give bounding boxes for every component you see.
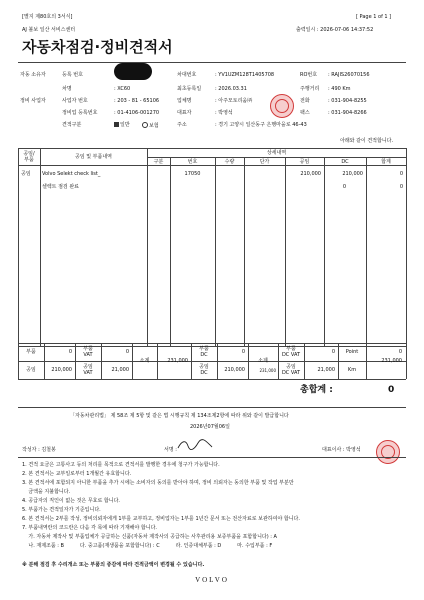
note-item: 나. 재제조품 : B 다. 중고품(재생품을 포함합니다) : C 라. 인증대체부품 : D 마. 수입부품 : F [22,543,273,549]
row-total: 0 [399,184,403,190]
bizno-value: : 203 - 81 - 65106 [114,98,160,104]
row-dc: 210,000 [342,171,363,177]
ro-label: RO번호 [300,72,318,78]
model-label: 차명 [62,86,72,92]
summary-point-value: 0 [398,349,402,355]
print-date: 출력일시 : 2026-07-06 14:37:52 [296,27,374,33]
col-header-type: 공임/ 부품 [23,151,35,163]
col-header-detail: 상세내역 [266,150,287,156]
note-item: 금액을 지불합니다. [22,489,71,495]
row-description: Volvo Selekt check list_ [42,171,101,177]
summary-labor-dc-vat-value: 21,000 [317,367,335,373]
company-seal-icon [270,94,294,118]
col-header-total: 합계 [381,159,391,165]
bizno-label: 사업자 번호 [62,98,88,104]
col-header-price: 단가 [259,159,270,165]
summary-labor-dc-label: 공임 DC [199,364,209,376]
summary-parts-dc-label: 부품 DC [199,346,209,358]
fax-label: 팩스 [300,110,310,116]
row-total: 0 [399,171,403,177]
grand-total-label: 총합계 : [300,385,333,395]
summary-parts-dc-vat-value: 0 [331,349,335,355]
summary-point-label: Point [345,349,359,355]
summary-parts-dc-value: 0 [241,349,245,355]
company-label: 업체명 [177,98,192,104]
mileage-value: : 490 Km [328,86,351,92]
phone-value: : 031-904-8255 [328,98,367,104]
summary-labor-value: 210,000 [51,367,72,373]
note-item: 4. 공급자의 직인이 없는 것은 무효로 합니다. [22,498,121,504]
summary-parts-dc-vat-label: 부품 DC VAT [281,346,301,358]
summary-labor-dc-vat-label: 공임 DC VAT [281,364,301,376]
issue-date: 2026년07월06일 [190,424,230,430]
law-text: 「자동차관리법」 제 58조 제 5항 및 같은 법 시행규칙 제 134조제2항에 따라 위와 같이 발급합니다 [70,413,289,419]
summary-km-label: Km [347,367,357,373]
signature-label: 서명 : [164,447,177,453]
mileage-label: 주행거리 [300,86,320,92]
note-item: 1. 견적 요금은 고통사고 등의 처리를 목적으로 견적서를 발행한 경우에 청구가 가능합니다. [22,462,220,468]
final-note: ※ 분해 점검 후 수리개소 또는 부품의 증감에 따라 견적금액이 변경될 수 있습니다. [22,562,205,568]
summary-parts-vat-label: 부품 VAT [83,346,93,358]
notes-list [22,462,300,552]
ceo-value: : 박영석 [215,110,233,116]
fax-value: : 031-904-8266 [328,110,367,116]
ro-value: : RAJIS26070156 [328,72,370,78]
note-item: 6. 본 견적서는 2부를 작성, 정비의뢰자에게 1부를 교부하고, 정비업자는 1부를 1년간 문서 또는 전산자료로 보관하여야 합니다. [22,516,300,522]
col-header-item: 공임 및 부품내역 [75,154,112,160]
col-header-number: 번호 [187,159,198,165]
row-description: 셀렉트 점검 완료 [42,184,79,190]
estimate-type-insurance[interactable]: 보험 [142,122,159,129]
radio-empty-icon [142,122,148,128]
form-number: [별지 제80호의 3서식] [22,14,73,20]
estimate-type-general[interactable]: 일반 [114,122,130,128]
owner-label: 자동 소유자 [20,72,46,78]
redacted-regno [114,63,152,80]
signature-icon [176,438,216,452]
regdate-label: 최초등록일 [177,86,202,92]
summary-parts-label: 부품 [26,349,36,355]
shop-regno-value: : 01-4106-001270 [114,110,160,116]
summary-labor-dc-value: 210,000 [224,367,245,373]
subtotal-label: 소계 [139,358,150,364]
estimate-note: 아래와 같이 견적합니다. [340,138,394,144]
row-number: 17050 [184,171,201,177]
writer: 작성자 : 김철봉 [22,447,56,453]
row-dc: 0 [342,184,346,190]
volvo-logo: VOLVO [195,576,229,584]
representative-seal-icon [376,440,400,464]
address-label: 주소 [177,122,187,128]
note-item: 7. 부품내역란의 코드란은 다음 각 목에 따라 기재해야 합니다. [22,525,157,531]
note-item: 2. 본 견적서는 교부일로부터 1개월간 유효합니다. [22,471,132,477]
shop-regno-label: 정비업 등록번호 [62,110,98,116]
col-header-kind: 구분 [153,159,164,165]
grand-total-value: 0 [388,385,395,395]
col-header-qty: 수량 [224,159,235,165]
col-header-dc: DC [341,159,349,165]
vin-value: : YV1UZM128T1405708 [215,72,275,78]
estimate-type-label: 견적구분 [62,122,82,128]
row-kind: 공임 [21,171,31,177]
checkbox-checked-icon [114,122,119,127]
company-value: : 아주모토리움㈜ [215,98,253,104]
summary-labor-vat-label: 공임 VAT [83,364,93,376]
page-indicator: [ Page 1 of 1 ] [356,14,392,20]
ceo-label: 대표자 [177,110,192,116]
note-item: 3. 본 견적서에 포함되지 아니한 부품을 추가 시에는 소비자의 동의를 받아야 하며, 정비 의뢰자는 동의한 부품 및 작업 부분만 [22,480,294,486]
vin-label: 차대번호 [177,72,197,78]
service-center: AJ 볼보 일산 서비스센터 [22,27,76,33]
regdate-value: : 2026.03.31 [215,86,247,92]
regno-label: 등록 번호 [62,72,83,78]
col-header-labor: 공임 [299,159,310,165]
summary-parts-vat-value: 0 [125,349,129,355]
representative: 대표이사 : 박영석 [322,447,361,453]
row-labor: 210,000 [300,171,321,177]
subtotal-dc-value: 231,000 [259,368,276,373]
summary-labor-vat-value: 21,000 [111,367,129,373]
note-item: 5. 부품가는 견적일자가 기준입니다. [22,507,101,513]
summary-labor-label: 공임 [26,367,36,373]
page-title: 자동차점검·정비견적서 [22,38,173,56]
subtotal-value: 231,000 [167,358,188,364]
summary-parts-value: 0 [68,349,72,355]
phone-label: 전화 [300,98,310,104]
subtotal-dc-label: 소계 [258,358,268,364]
address-value: : 경기 고양시 일산동구 은행마을로 46-43 [215,122,307,128]
note-item: 가. 자동차 제작사 및 부품업체가 공급하는 신품(자동차 제작사의 공급하는 사후관리용 보증부품을 포함합니다) : A [22,534,277,540]
model-value: : XC60 [114,86,131,92]
business-label: 정비 사업자 [20,98,46,104]
subtotal-total-value: 231,000 [381,358,402,364]
